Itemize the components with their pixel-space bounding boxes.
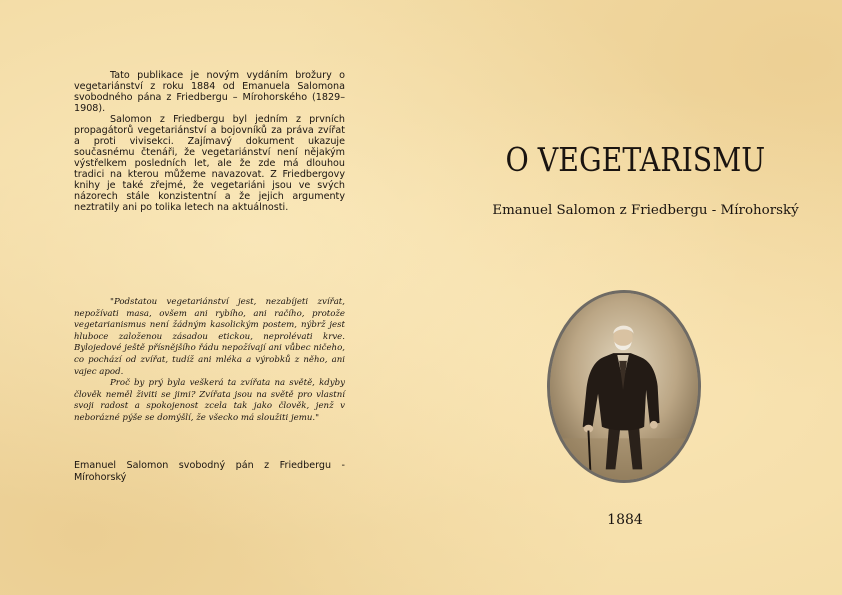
quote-paragraph: "Podstatou vegetariánství jest, nezabíjeti zvířat, nepožívati masa, ovšem ani rybího, ani račího, protože vegetarianismus není žádným kasolickým postem, nýbrž jest hluboce založenou zásadou etickou, neprolévati krve. Bylojedové ještě přísnějšího řádu nepožívají ani vůbec ničeho, co pochází od zvířat, tudíž ani mléka a výrobků z něho, ani vajec apod. [74,297,345,377]
quote-attribution: Emanuel Salomon svobodný pán z Friedbergu - Mírohorský [74,460,345,483]
author-portrait [547,290,701,483]
intro-paragraph: Salomon z Friedbergu byl jedním z prvních propagátorů vegetariánství a bojovníků za práva zvířat a proti vivisekci. Zajímavý dokument ukazuje současnému čtenáři, že vegetariánství není nějakým výstřelkem posledních let, ale že zde má dlouhou tradici na kterou můžeme navazovat. Z Friedbergovy knihy je také zřejmé, že vegetariáni jsou ve svých názorech stále konzistentní a že jejich argumenty neztratily ani po tolika letech na aktuálnosti. [74,114,345,213]
quote-paragraph: Proč by prý byla veškerá ta zvířata na světě, kdyby člověk neměl živiti se jimi? Zvířata jsou na světě pro vlastní svoji radost a spokojenost zcela tak jako člověk, jenž v neborázné pýše se domýšlí, že všecko má sloužiti jemu." [74,378,345,423]
publication-year: 1884 [607,512,643,528]
front-cover [421,0,842,595]
book-title: O VEGETARISMU [505,140,766,179]
author-portrait-image [550,293,698,480]
intro-text [74,70,345,213]
book-author: Emanuel Salomon z Friedbergu - Mírohorský [492,203,799,218]
intro-paragraph: Tato publikace je novým vydáním brožury o vegetariánství z roku 1884 od Emanuela Salomona svobodného pána z Friedbergu – Mírohorského (1829–1908). [74,70,345,114]
quote-text [74,297,345,425]
